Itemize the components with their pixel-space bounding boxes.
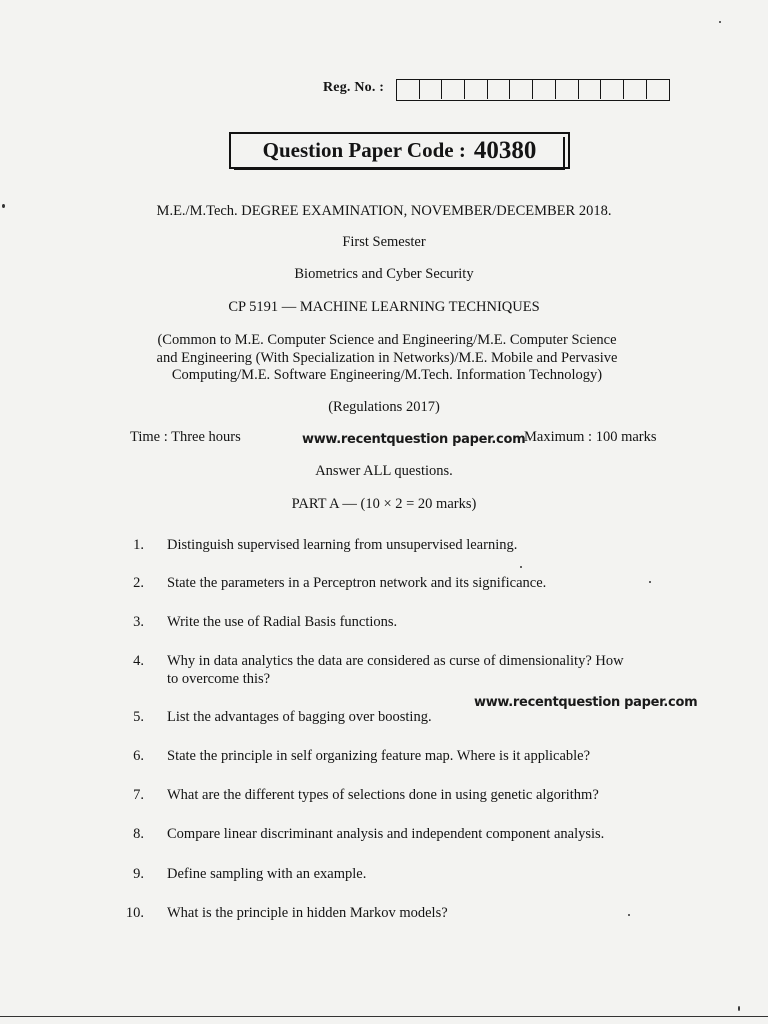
part-a-heading: PART A — (10 × 2 = 20 marks) (291, 496, 477, 512)
question-number: 10. (125, 905, 144, 921)
question-text-line: List the advantages of bagging over boosting. (167, 709, 432, 725)
reg-no-box (601, 80, 624, 99)
watermark-top: www.recentquestion paper.com (302, 432, 526, 447)
exam-title: M.E./M.Tech. DEGREE EXAMINATION, NOVEMBER/DECEMBER 2018. (156, 203, 612, 219)
question-text-line: Why in data analytics the data are considered as curse of dimensionality? How (167, 653, 624, 669)
reg-no-box (420, 80, 443, 99)
question-text (167, 787, 687, 805)
reg-no-box (510, 80, 533, 99)
instruction: Answer ALL questions. (315, 463, 453, 479)
common-to-line-2: and Engineering (With Specialization in Networks)/M.E. Mobile and Pervasive (156, 349, 618, 366)
reg-no-box (647, 80, 670, 99)
question-number: 2. (133, 575, 144, 591)
scan-speck (649, 581, 651, 583)
question-number: 6. (133, 748, 144, 764)
question-number: 9. (133, 866, 144, 882)
question-text-line: State the parameters in a Perceptron network and its significance. (167, 575, 547, 591)
exam-duration: Time : Three hours (130, 429, 241, 445)
question-text (167, 709, 687, 727)
semester: First Semester (342, 234, 426, 250)
scan-speck (520, 566, 522, 568)
reg-no-label: Reg. No. : (323, 80, 385, 95)
reg-no-box (488, 80, 511, 99)
question-text-line: Compare linear discriminant analysis and independent component analysis. (167, 826, 605, 842)
maximum-marks: Maximum : 100 marks (524, 429, 657, 445)
reg-no-box (442, 80, 465, 99)
question-text (167, 653, 687, 688)
question-text (167, 826, 687, 844)
question-number: 4. (133, 653, 144, 669)
question-text (167, 575, 687, 593)
question-text (167, 614, 687, 632)
scan-speck (738, 1006, 740, 1011)
question-number: 5. (133, 709, 144, 725)
question-text (167, 748, 687, 766)
question-text-line: Define sampling with an example. (167, 866, 367, 882)
question-text-line: to overcome this? (167, 670, 271, 687)
question-text (167, 866, 687, 884)
regulations: (Regulations 2017) (328, 399, 440, 415)
question-number: 7. (133, 787, 144, 803)
bottom-rule (0, 1016, 768, 1017)
common-to-line-3: Computing/M.E. Software Engineering/M.Tech. Information Technology) (171, 367, 603, 383)
question-text-line: Distinguish supervised learning from unsupervised learning. (167, 537, 518, 553)
common-to-line-1: (Common to M.E. Computer Science and Engineering/M.E. Computer Science (157, 332, 617, 348)
question-number: 1. (133, 537, 144, 553)
scan-speck (2, 204, 5, 208)
reg-no-box (579, 80, 602, 99)
common-to-paragraph (140, 332, 634, 385)
question-number: 8. (133, 826, 144, 842)
reg-no-box (533, 80, 556, 99)
question-text-line: Write the use of Radial Basis functions. (167, 614, 398, 630)
reg-no-boxes (396, 79, 670, 101)
branch: Biometrics and Cyber Security (294, 266, 474, 282)
question-paper-code-box (229, 132, 570, 169)
question-paper-code-label: Question Paper Code : (262, 138, 466, 162)
question-text (167, 537, 687, 555)
course-title: CP 5191 — MACHINE LEARNING TECHNIQUES (228, 299, 540, 315)
question-number: 3. (133, 614, 144, 630)
question-text-line: State the principle in self organizing feature map. Where is it applicable? (167, 748, 591, 764)
question-paper-code: 40380 (473, 136, 537, 164)
reg-no-box (397, 80, 420, 99)
reg-no-box (624, 80, 647, 99)
scan-speck (628, 914, 630, 916)
question-text-line: What is the principle in hidden Markov models? (167, 905, 448, 921)
question-text-line: What are the different types of selections done in using genetic algorithm? (167, 787, 599, 803)
question-text (167, 905, 687, 923)
scan-speck (719, 21, 721, 23)
reg-no-box (556, 80, 579, 99)
watermark-middle: www.recentquestion paper.com (474, 695, 698, 710)
reg-no-box (465, 80, 488, 99)
